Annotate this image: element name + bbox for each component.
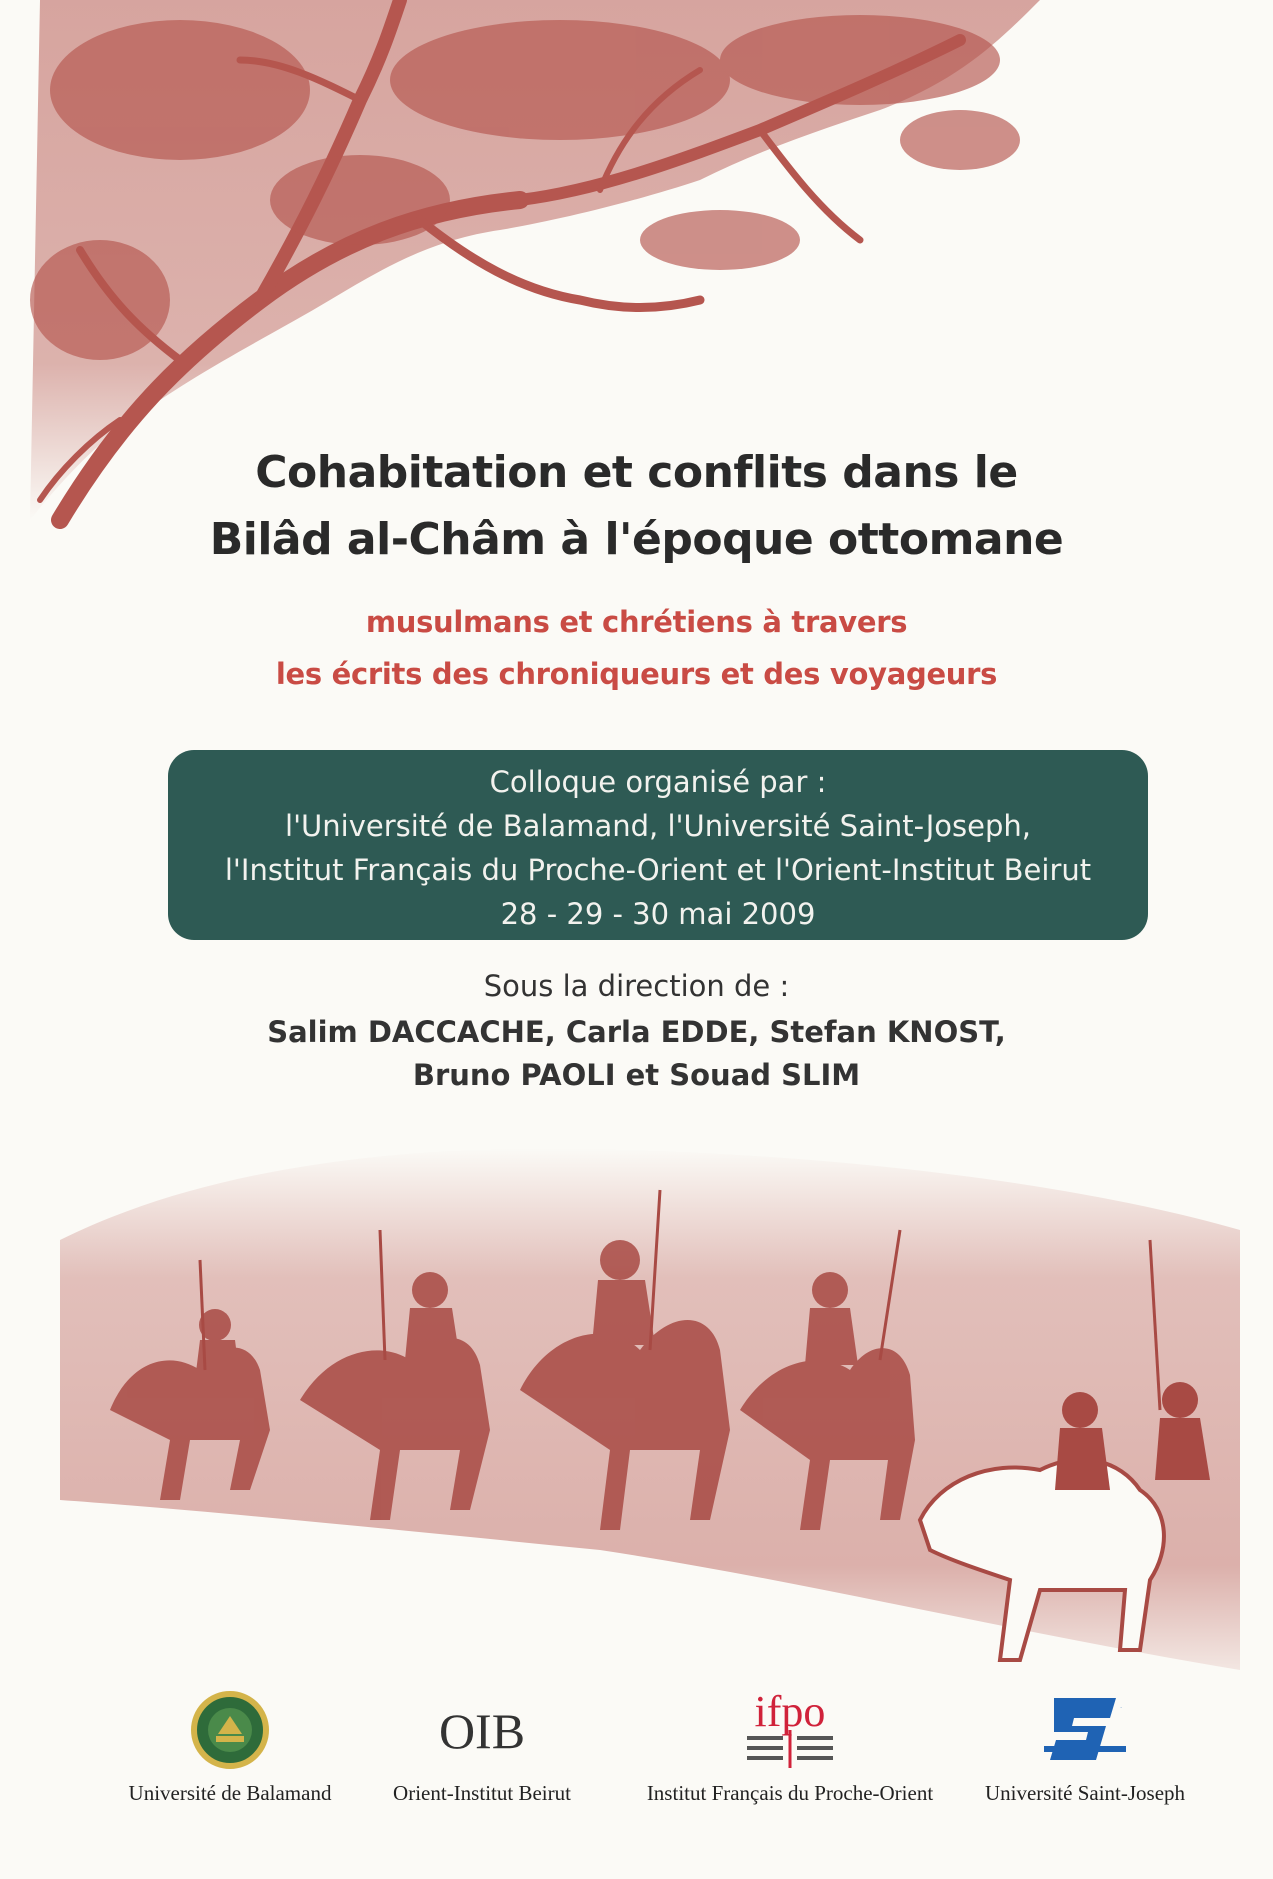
oib-logo-mark: OIB — [438, 1703, 526, 1759]
book-title-line-1: Cohabitation et conflits dans le — [255, 447, 1018, 498]
ifpo-logo — [735, 1682, 845, 1772]
balamand-logo — [190, 1690, 270, 1770]
editors-line-2: Bruno PAOLI et Souad SLIM — [412, 1058, 861, 1092]
colloque-heading: Colloque organisé par : — [489, 765, 827, 799]
book-subtitle-line-1: musulmans et chrétiens à travers — [365, 605, 908, 639]
direction-label: Sous la direction de : — [483, 969, 790, 1003]
colloque-organizers-line-2: l'Institut Français du Proche-Orient et l'Orient-Institut Beirut — [224, 853, 1092, 887]
caravan-engraving-illustration — [0, 1110, 1273, 1670]
usj-caption: Université Saint-Joseph — [984, 1781, 1186, 1805]
oib-logo-icon — [422, 1700, 542, 1760]
colloque-dates: 28 - 29 - 30 mai 2009 — [500, 897, 816, 931]
book-title-line-2: Bilâd al-Châm à l'époque ottomane — [209, 514, 1064, 565]
ifpo-caption: Institut Français du Proche-Orient — [646, 1781, 934, 1805]
usj-logo-icon — [1040, 1688, 1130, 1768]
usj-logo-mark: USJ — [1120, 1708, 1122, 1709]
balamand-seal-icon — [190, 1690, 270, 1770]
oib-caption: Orient-Institut Beirut — [393, 1781, 571, 1805]
colloque-info-box — [168, 750, 1148, 940]
balamand-caption: Université de Balamand — [128, 1781, 332, 1805]
oib-logo — [422, 1700, 542, 1760]
ifpo-logo-icon — [735, 1682, 845, 1772]
editors-line-1: Salim DACCACHE, Carla EDDE, Stefan KNOST, — [267, 1015, 1006, 1049]
usj-logo — [1040, 1688, 1130, 1768]
ifpo-logo-mark: ifpo — [754, 1687, 826, 1736]
book-subtitle-line-2: les écrits des chroniqueurs et des voyageurs — [275, 657, 998, 691]
colloque-organizers-line-1: l'Université de Balamand, l'Université Saint-Joseph, — [285, 809, 1031, 843]
